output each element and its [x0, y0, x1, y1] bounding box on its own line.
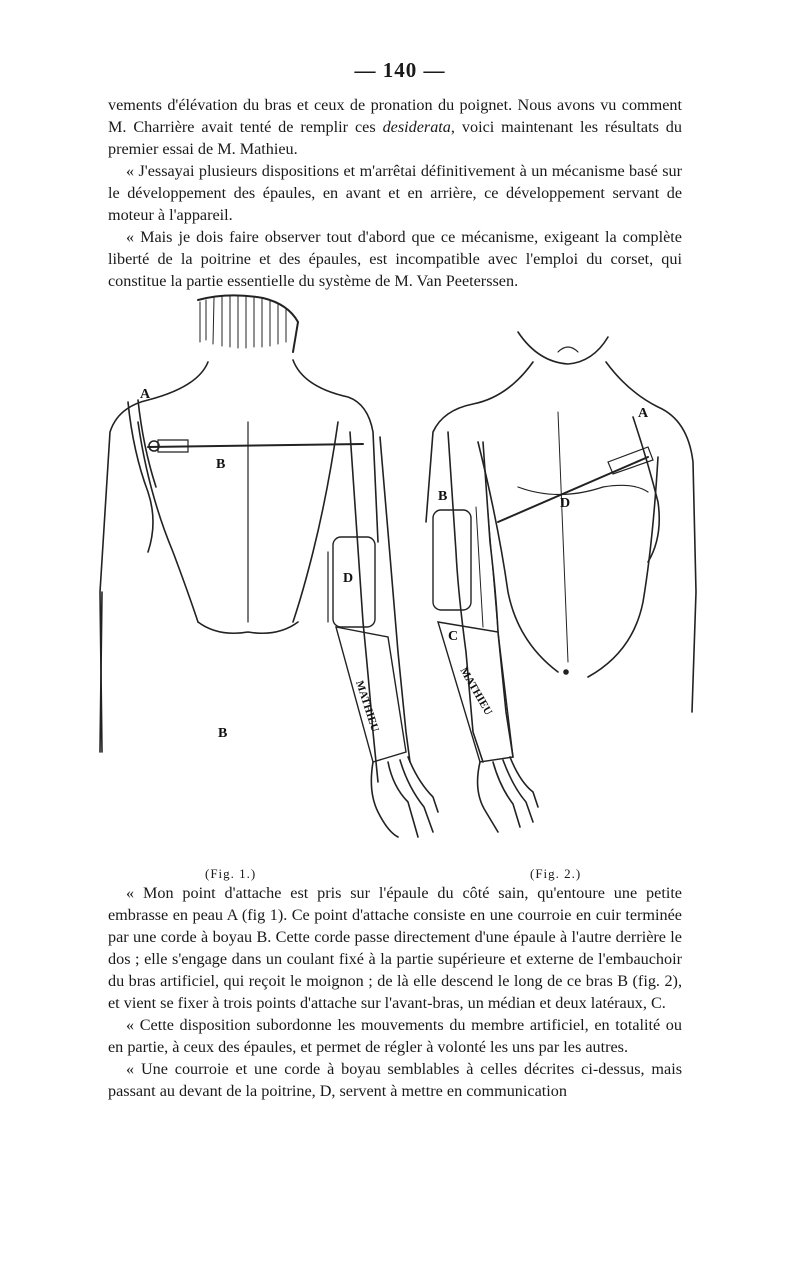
- fig2-label-a: A: [638, 406, 649, 421]
- page-number: — 140 —: [354, 58, 446, 82]
- paragraph-4: « Mon point d'attache est pris sur l'épaule du côté sain, qu'entoure une petite embrasse en peau A (fig 1). Ce point d'attache consiste en une courroie en cuir terminée par une corde à boyau B. Cette corde passe directement d'une épaule à l'autre derrière le dos ; elle s'engage dans un coulant fixé à la partie supérieure et externe de l'embauchoir du bras artificiel, qui reçoit le moignon ; de là elle descend le long de ce bras B (fig. 2), et vient se fixer à trois points d'attache sur l'avant-bras, un médian et deux latéraux, C.: [108, 884, 682, 1012]
- fig1-label-b: B: [216, 457, 226, 472]
- paragraph-1: vements d'élévation du bras et ceux de pronation du poignet. Nous avons vu comment M. Charrière avait tenté de remplir ces desiderata, voici maintenant les résultats du premier essai de M. Mathieu.: [108, 96, 682, 158]
- paragraph-5: « Cette disposition subordonne les mouvements du membre artificiel, en totalité ou en partie, à ceux des épaules, et permet de régler à volonté les uns par les autres.: [108, 1016, 682, 1056]
- figure-1-caption: (Fig. 1.): [205, 866, 257, 881]
- fig1-label-d: D: [343, 571, 354, 586]
- bottom-text-block: [108, 882, 682, 1102]
- figure-2-drawing: [426, 332, 696, 832]
- fig1-label-b-lower: B: [218, 726, 228, 741]
- illustration-svg: [88, 292, 708, 872]
- fig2-label-d: D: [560, 496, 571, 511]
- paragraph-2: « J'essayai plusieurs dispositions et m'arrêtai définitivement à un mécanisme basé sur le développement des épaules, en avant et en arrière, ce développement servant de moteur à l'appareil.: [108, 162, 682, 224]
- fig1-label-a: A: [140, 387, 151, 402]
- fig2-brand: MATHIEU: [457, 665, 495, 718]
- paragraph-3: « Mais je dois faire observer tout d'abord que ce mécanisme, exigeant la complète liberté de la poitrine et des épaules, est incompatible avec l'emploi du corset, qui constitue la partie essentielle du système de M. Van Peeterssen.: [108, 228, 682, 290]
- figure-1-drawing: [100, 295, 438, 837]
- figure-2-labels: [438, 406, 649, 717]
- fig1-brand: MATHIEU: [353, 679, 381, 734]
- top-text-block: [108, 94, 682, 292]
- paragraph-6: « Une courroie et une corde à boyau semblables à celles décrites ci-dessus, mais passant au devant de la poitrine, D, servent à mettre en communication: [108, 1060, 682, 1100]
- figure-2-caption: (Fig. 2.): [530, 866, 582, 881]
- fig2-label-c: C: [448, 629, 459, 644]
- illustration-area: [88, 292, 708, 872]
- fig2-label-b: B: [438, 489, 448, 504]
